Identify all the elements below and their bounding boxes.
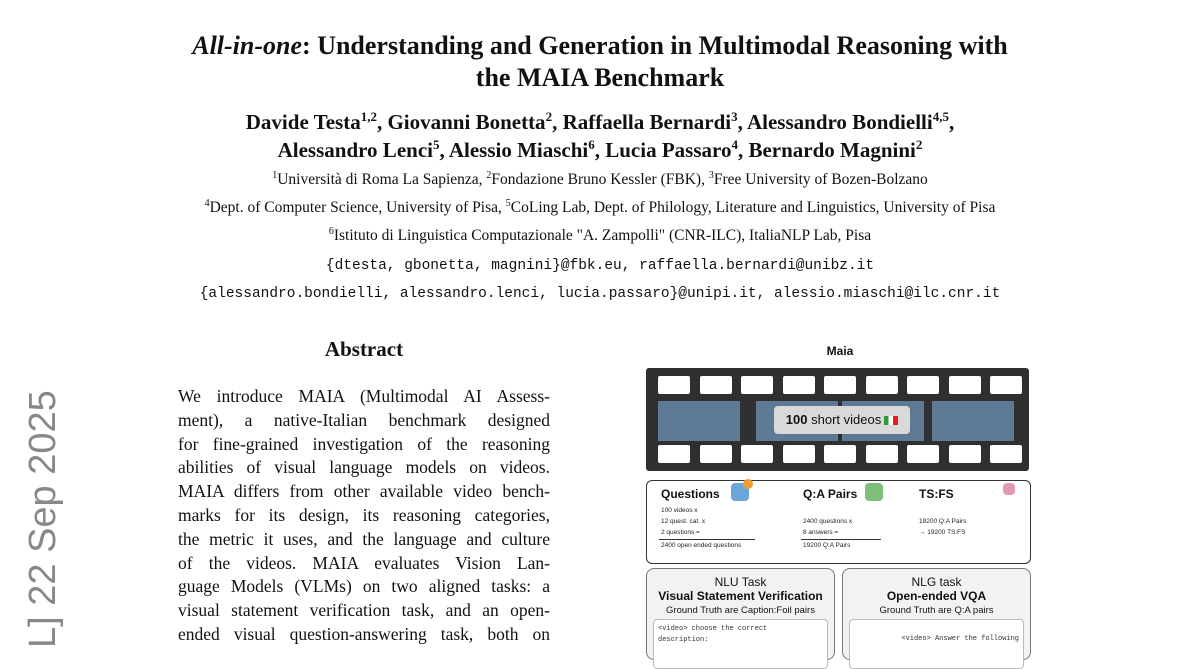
- abstract-line: MAIA differs from other available video bench-: [178, 481, 550, 502]
- film-frame: [932, 401, 1014, 441]
- nlu-prompt-line: <video> choose the correct: [658, 625, 768, 633]
- sprocket-hole: [907, 376, 939, 394]
- author-affiliation-mark: 3: [731, 109, 738, 124]
- sprocket-hole: [658, 445, 690, 463]
- author-separator: ,: [376, 110, 388, 134]
- title-line-2: the MAIA Benchmark: [475, 63, 725, 92]
- film-label: [774, 406, 910, 434]
- author-affiliation-mark: 1,2: [360, 109, 377, 124]
- arxiv-side-stamp: L] 22 Sep 2025: [22, 390, 64, 648]
- author-separator: ,: [737, 110, 747, 134]
- affiliation-mark: 2: [486, 169, 492, 181]
- affiliation-text: Istituto di Linguistica Computazionale "A. Zampolli" (CNR-ILC), ItaliaNLP Lab, Pisa: [333, 227, 872, 244]
- author-separator: ,: [594, 138, 606, 162]
- author-list: [0, 108, 1200, 164]
- affiliation-line-2: [0, 198, 1200, 218]
- author-name: Alessio Miaschi: [448, 138, 589, 162]
- nlg-task-subtitle: Ground Truth are Q:A pairs: [879, 605, 994, 616]
- author-line-1: [0, 108, 1200, 136]
- author-affiliation-mark: 5: [432, 137, 440, 152]
- abstract-line: guage Models (VLMs) on two aligned tasks: a: [178, 576, 550, 597]
- paper-title: [0, 30, 1200, 94]
- affiliation-text: Università di Roma La Sapienza,: [277, 171, 487, 188]
- affiliation-mark: 4: [204, 197, 210, 209]
- divider: [659, 539, 755, 540]
- nlg-task-box: [842, 568, 1031, 660]
- questions-row: 12 quest. cat. x: [661, 518, 706, 525]
- italian-flag-icon: [884, 416, 898, 425]
- author-name: Raffaella Bernardi: [562, 110, 732, 134]
- sprocket-hole: [783, 445, 815, 463]
- nlu-prompt-line: description:: [658, 636, 709, 644]
- questions-row: 2 questions =: [661, 529, 700, 536]
- affiliation-mark: 1: [272, 169, 278, 181]
- sprocket-hole: [700, 445, 732, 463]
- nlu-task-kicker: NLU Task: [714, 575, 767, 589]
- author-affiliation-mark: 6: [588, 137, 595, 152]
- abstract-line: of the videos. MAIA evaluates Vision Lan-: [178, 552, 550, 573]
- tsfs-row: → 19200 TS:FS: [919, 529, 966, 536]
- author-line-2: [0, 136, 1200, 164]
- author-separator: ,: [948, 110, 955, 134]
- qa-row: 2400 questions x: [803, 518, 853, 525]
- title-line-1-rest: : Understanding and Generation in Multimodal Reasoning with: [302, 31, 1008, 60]
- sprocket-hole: [741, 445, 773, 463]
- pairs-icon: [1003, 483, 1015, 495]
- sprocket-hole: [824, 376, 856, 394]
- affiliation-mark: 6: [328, 225, 334, 237]
- abstract-line: We introduce MAIA (Multimodal AI Assess-: [178, 386, 550, 406]
- title-italic: All-in-one: [192, 31, 303, 60]
- figure-title: Maia: [826, 344, 854, 358]
- author-name: Alessandro Lenci: [277, 138, 433, 162]
- qa-pairs-heading: Q:A Pairs: [803, 487, 858, 501]
- sprocket-hole: [824, 445, 856, 463]
- author-separator: ,: [439, 138, 449, 162]
- abstract-line: ment), a native-Italian benchmark designed: [178, 409, 550, 430]
- maia-figure: [640, 340, 1040, 648]
- author-affiliation-mark: 2: [545, 109, 553, 124]
- tsfs-row: 19200 Q:A Pairs: [919, 518, 967, 525]
- film-strip: [646, 368, 1029, 471]
- tsfs-heading: TS:FS: [919, 487, 954, 501]
- sprocket-hole: [990, 376, 1022, 394]
- qa-total: 19200 Q:A Pairs: [803, 542, 851, 549]
- affiliation-line-3: [0, 226, 1200, 246]
- nlg-prompt-line: <video> Answer the following: [901, 635, 1019, 643]
- author-name: Davide Testa: [245, 110, 361, 134]
- discussion-icon: [865, 483, 883, 501]
- affiliation-text: Dept. of Computer Science, University of Pisa,: [209, 199, 506, 216]
- affiliation-mark: 5: [505, 197, 511, 209]
- sprocket-hole: [700, 376, 732, 394]
- affiliation-text: CoLing Lab, Dept. of Philology, Literature and Linguistics, University of Pisa: [510, 199, 996, 216]
- affiliation-mark: 3: [708, 169, 714, 181]
- sprocket-hole: [907, 445, 939, 463]
- question-bubble-icon: [743, 479, 753, 489]
- email-line-2: {alessandro.bondielli, alessandro.lenci, lucia.passaro}@unipi.it, alessio.miaschi@ilc.cnr.it: [199, 286, 1001, 302]
- sprocket-hole: [866, 376, 898, 394]
- sprocket-hole: [949, 376, 981, 394]
- nlg-task-title: Open-ended VQA: [886, 589, 987, 603]
- questions-total: 2400 open ended questions: [661, 542, 742, 549]
- nlu-task-title: Visual Statement Verification: [658, 589, 823, 603]
- film-label-text: short videos: [807, 412, 882, 427]
- sprocket-hole: [949, 445, 981, 463]
- author-affiliation-mark: 4,5: [932, 109, 949, 124]
- sprocket-hole: [658, 376, 690, 394]
- sprocket-hole: [866, 445, 898, 463]
- film-frame: [658, 401, 740, 441]
- affiliation-line-1: [0, 170, 1200, 190]
- abstract-line: marks for its design, its reasoning categories,: [178, 504, 550, 525]
- stats-panel: [646, 480, 1031, 564]
- nlu-task-box: [646, 568, 835, 660]
- sprocket-hole: [741, 376, 773, 394]
- abstract-line: ended visual question-answering task, both on: [178, 623, 550, 644]
- author-name: Giovanni Bonetta: [387, 110, 546, 134]
- nlg-prompt: [849, 619, 1024, 669]
- author-separator: ,: [737, 138, 749, 162]
- nlg-task-kicker: NLG task: [911, 575, 962, 589]
- sprocket-hole: [990, 445, 1022, 463]
- questions-heading: Questions: [661, 487, 720, 501]
- email-line-1: {dtesta, gbonetta, magnini}@fbk.eu, raffaella.bernardi@unibz.it: [325, 258, 875, 274]
- title-line-1: [0, 30, 1200, 62]
- sprocket-hole: [783, 376, 815, 394]
- author-affiliation-mark: 4: [731, 137, 738, 152]
- abstract-body: [178, 385, 550, 647]
- author-name: Lucia Passaro: [605, 138, 732, 162]
- abstract-line: abilities of visual language models on videos.: [178, 457, 550, 478]
- abstract-line: visual statement verification task, and an open-: [178, 600, 550, 621]
- author-name: Alessandro Bondielli: [746, 110, 933, 134]
- nlu-task-subtitle: Ground Truth are Caption:Foil pairs: [666, 605, 815, 616]
- film-label-count: 100: [785, 412, 808, 427]
- questions-row: 100 videos x: [661, 507, 698, 514]
- nlu-prompt: [653, 619, 828, 669]
- author-separator: ,: [552, 110, 563, 134]
- author-name: Bernardo Magnini: [748, 138, 916, 162]
- affiliation-text: Fondazione Bruno Kessler (FBK),: [491, 171, 709, 188]
- abstract-line: the metric it uses, and the language and culture: [178, 528, 550, 549]
- author-affiliation-mark: 2: [915, 137, 923, 152]
- qa-row: 8 answers =: [803, 529, 839, 536]
- abstract-heading: Abstract: [324, 337, 404, 361]
- divider: [801, 539, 881, 540]
- abstract-line: for fine-grained investigation of the reasoning: [178, 433, 550, 454]
- affiliation-text: Free University of Bozen-Bolzano: [713, 171, 928, 188]
